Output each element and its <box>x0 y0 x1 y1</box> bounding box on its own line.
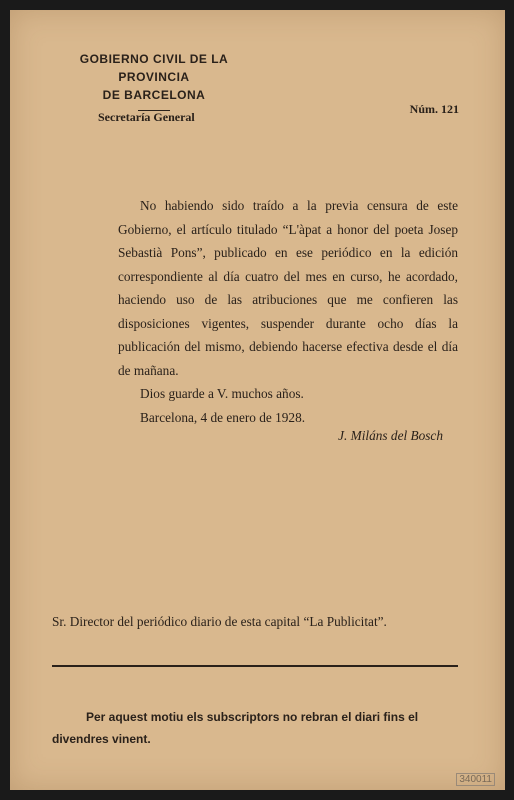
office-line-1: GOBIERNO CIVIL DE LA PROVINCIA <box>79 52 229 84</box>
main-paragraph: No habiendo sido traído a la previa censura de este Gobierno, el artículo titulado “L'àpat a honor del poeta Josep Sebastià Pons”, publicado en ese periódico en la edición correspondiente al día cuatro del mes en curso, he acordado, haciendo uso de las atribuciones que me confieren las disposiciones vigentes, suspender durante ocho días la publicación del mismo, debiendo hacerse efectiva desde el día de mañana. <box>118 198 458 378</box>
document-number: Núm. 121 <box>409 102 459 116</box>
footer-line-2: divendres vinent. <box>52 732 151 746</box>
archive-stamp: 340011 <box>456 773 495 786</box>
issuing-office <box>54 50 254 111</box>
department-label: Secretaría General <box>98 110 195 124</box>
signature: J. Miláns del Bosch <box>338 428 443 443</box>
letter-body <box>118 194 458 429</box>
document-sheet <box>10 10 505 790</box>
office-line-2: DE BARCELONA <box>102 88 206 102</box>
addressee: Sr. Director del periódico diario de esta capital “La Publicitat”. <box>52 614 387 629</box>
footer-note <box>52 706 458 750</box>
closing-line: Dios guarde a V. muchos años. <box>140 386 304 401</box>
footer-line-1: Per aquest motiu els subscriptors no rebran el diari fins el <box>86 710 419 724</box>
place-date: Barcelona, 4 de enero de 1928. <box>140 409 306 425</box>
divider-line <box>52 665 458 667</box>
